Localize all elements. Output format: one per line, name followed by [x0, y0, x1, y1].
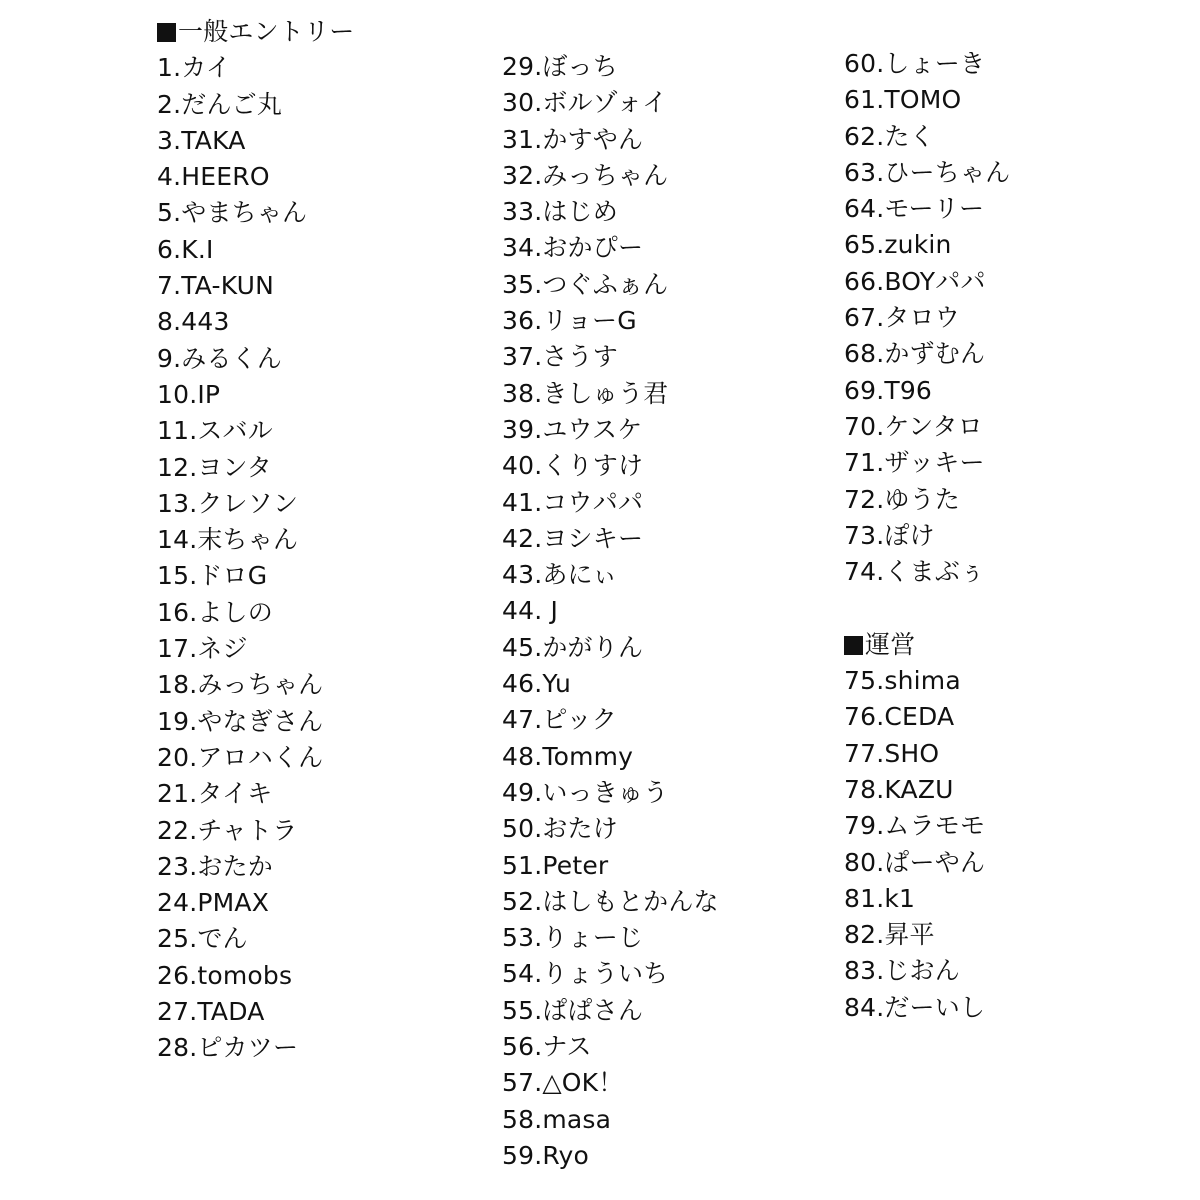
entry-item: 36.リョーG	[502, 306, 637, 336]
entry-item: 60.しょーき	[844, 49, 986, 78]
entry-item: 38.きしゅう君	[502, 378, 669, 408]
entry-item: 19.やなぎさん	[157, 706, 324, 736]
entry-item: 25.でん	[157, 924, 248, 954]
square-bullet-icon	[157, 23, 176, 42]
entry-item: 43.あにぃ	[502, 560, 618, 590]
entry-item: 28.ピカツー	[157, 1033, 299, 1063]
entry-item: 34.おかぴー	[502, 233, 644, 263]
entry-item: 62.たく	[844, 121, 935, 151]
entry-item: 70.ケンタロ	[844, 411, 983, 441]
entry-item: 27.TADA	[157, 997, 265, 1027]
entry-item: 15.ドロG	[157, 561, 268, 591]
entry-item: 77.SHO	[844, 738, 940, 768]
entry-item: 68.かずむん	[844, 339, 986, 369]
entry-item: 47.ピック	[502, 705, 617, 735]
entry-item: 59.Ryo	[502, 1140, 590, 1170]
entry-item: 82.昇平	[844, 920, 935, 950]
entry-item: 76.CEDA	[844, 702, 955, 732]
staff-heading-text: 運営	[865, 629, 916, 659]
entry-item: 79.ムラモモ	[844, 811, 986, 841]
entry-item: 67.タロウ	[844, 303, 960, 333]
entry-item: 44. J	[502, 596, 559, 626]
entry-item: 6.K.I	[157, 234, 214, 264]
entry-item: 24.PMAX	[157, 888, 270, 918]
entry-item: 1.カイ	[157, 53, 231, 83]
entry-item: 53.りょーじ	[502, 923, 644, 953]
square-bullet-icon	[844, 636, 863, 655]
entry-item: 41.コウパパ	[502, 487, 644, 517]
entry-item: 7.TA-KUN	[157, 271, 275, 301]
entry-item: 32.みっちゃん	[502, 160, 669, 190]
entry-item: 26.tomobs	[157, 960, 293, 990]
entry-item: 14.末ちゃん	[157, 525, 299, 555]
entry-item: 23.おたか	[157, 851, 273, 881]
entry-item: 17.ネジ	[157, 634, 248, 664]
entry-item: 10.IP	[157, 379, 221, 409]
entry-item: 56.ナス	[502, 1032, 592, 1062]
entry-item: 83.じおん	[844, 956, 960, 986]
entry-item: 81.k1	[844, 883, 916, 913]
entry-item: 48.Tommy	[502, 741, 634, 771]
entry-item: 61.TOMO	[844, 85, 962, 115]
entry-item: 78.KAZU	[844, 774, 954, 804]
entry-item: 71.ザッキー	[844, 448, 985, 478]
entry-item: 46.Yu	[502, 669, 572, 699]
entry-item: 22.チャトラ	[157, 815, 298, 845]
entry-item: 31.かすやん	[502, 124, 644, 154]
entry-item: 16.よしの	[157, 597, 273, 627]
entry-item: 45.かがりん	[502, 632, 644, 662]
entry-item: 30.ボルゾォイ	[502, 88, 668, 118]
entry-item: 63.ひーちゃん	[844, 157, 1011, 187]
entry-item: 12.ヨンタ	[157, 452, 272, 482]
general-entry-heading	[157, 14, 354, 50]
entry-item: 5.やまちゃん	[157, 198, 308, 228]
entry-item: 3.TAKA	[157, 125, 246, 155]
column-2	[502, 49, 719, 1174]
staff-heading	[844, 627, 1010, 663]
entry-item: 52.はしもとかんな	[502, 886, 719, 916]
entry-item: 13.クレソン	[157, 488, 299, 518]
entry-item: 57.△OK！	[502, 1068, 624, 1098]
entry-item: 51.Peter	[502, 850, 609, 880]
entry-item: 2.だんご丸	[157, 89, 283, 119]
entry-item: 11.スバル	[157, 416, 273, 446]
entry-item: 66.BOYパパ	[844, 266, 986, 296]
entry-item: 20.アロハくん	[157, 742, 324, 772]
entry-item: 50.おたけ	[502, 814, 618, 844]
entry-item: 84.だーいし	[844, 992, 986, 1022]
entry-item: 73.ぽけ	[844, 520, 935, 550]
entry-item: 40.くりすけ	[502, 451, 644, 481]
entry-item: 64.モーリー	[844, 194, 985, 224]
entry-item: 42.ヨシキー	[502, 523, 644, 553]
section-spacer	[844, 590, 1010, 626]
entry-item: 37.さうす	[502, 342, 618, 372]
entry-item: 74.くまぶぅ	[844, 557, 986, 587]
entry-item: 35.つぐふぁん	[502, 269, 669, 299]
general-entry-heading-text: 一般エントリー	[178, 17, 355, 46]
entry-item: 65.zukin	[844, 230, 952, 260]
entry-item: 9.みるくん	[157, 343, 283, 373]
entry-item: 69.T96	[844, 375, 933, 405]
entry-item: 4.HEERO	[157, 162, 270, 192]
entry-item: 33.はじめ	[502, 197, 618, 227]
entry-item: 29.ぼっち	[502, 52, 618, 81]
entry-item: 54.りょういち	[502, 959, 669, 989]
entry-item: 80.ぱーやん	[844, 847, 986, 877]
entry-item: 49.いっきゅう	[502, 777, 669, 807]
entry-item: 21.タイキ	[157, 779, 273, 809]
entry-item: 18.みっちゃん	[157, 670, 324, 700]
entry-item: 75.shima	[844, 666, 961, 696]
entry-item: 55.ぱぱさん	[502, 995, 644, 1025]
column-1	[157, 14, 354, 1067]
entry-item: 72.ゆうた	[844, 484, 960, 514]
entry-item: 39.ユウスケ	[502, 414, 643, 444]
entry-item: 58.masa	[502, 1104, 612, 1134]
entry-item: 8.443	[157, 307, 230, 337]
column-3	[844, 46, 1010, 1026]
